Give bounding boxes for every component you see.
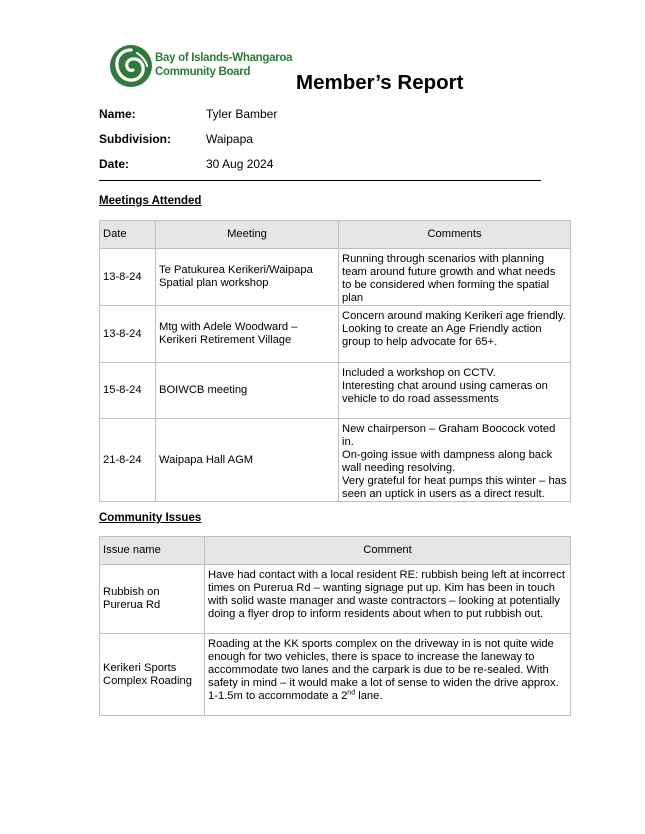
- issue-name: Rubbish on Purerua Rd: [100, 565, 205, 634]
- table-row: [100, 306, 571, 363]
- meeting-date: 13-8-24: [100, 306, 156, 363]
- meetings-heading: Meetings Attended: [99, 195, 202, 207]
- meeting-name: Waipapa Hall AGM: [156, 419, 339, 502]
- board-logo: [109, 44, 293, 90]
- table-row: [100, 363, 571, 419]
- date-value: 30 Aug 2024: [206, 157, 274, 171]
- date-column-header: Date: [100, 221, 156, 249]
- logo-line-2: Community Board: [155, 66, 251, 78]
- comment-text-end: lane.: [355, 690, 383, 702]
- meeting-comments: [339, 249, 571, 306]
- issues-header-row: [100, 537, 571, 565]
- header-divider: [99, 180, 541, 181]
- table-row: [100, 634, 571, 716]
- comment-line: Included a workshop on CCTV.: [342, 367, 496, 379]
- ordinal-suffix: nd: [347, 689, 356, 697]
- issue-comment: [205, 634, 571, 716]
- meeting-comments: [339, 306, 571, 363]
- comment-column-header: Comment: [205, 537, 571, 565]
- issues-heading: Community Issues: [99, 512, 202, 524]
- comment-line: Very grateful for heat pumps this winter – has seen an uptick in users as a direct result.: [342, 475, 567, 500]
- page-title: Member’s Report: [296, 71, 464, 94]
- comment-line: On-going issue with dampness along back wall needing resolving.: [342, 449, 553, 474]
- comment-line: Concern around making Kerikeri age friendly. Looking to create an Age Friendly action group to help advocate for 65+.: [342, 310, 566, 348]
- comments-column-header: Comments: [339, 221, 571, 249]
- name-value: Tyler Bamber: [206, 107, 278, 121]
- issue-name: Kerikeri Sports Complex Roading: [100, 634, 205, 716]
- meeting-date: 15-8-24: [100, 363, 156, 419]
- meeting-name: Te Patukurea Kerikeri/Waipapa Spatial plan workshop: [156, 249, 339, 306]
- comment-line: Running through scenarios with planning team around future growth and what needs to be considered when forming the spatial plan: [342, 253, 556, 304]
- meeting-name: Mtg with Adele Woodward – Kerikeri Retirement Village: [156, 306, 339, 363]
- comment-line: Interesting chat around using cameras on vehicle to do road assessments: [342, 380, 548, 405]
- meeting-date: 13-8-24: [100, 249, 156, 306]
- meetings-header-row: [100, 221, 571, 249]
- issue-comment: Have had contact with a local resident RE: rubbish being left at incorrect times on Purerua Rd – wanting signage put up. Kim has been in touch with solid waste manager and waste contractors – looking at potentially doing a flyer drop to inform residents about when to put rubbish out.: [205, 565, 571, 634]
- table-row: [100, 419, 571, 502]
- comment-line: New chairperson – Graham Boocock voted in.: [342, 423, 556, 448]
- issues-table: [99, 536, 571, 716]
- table-row: [100, 565, 571, 634]
- date-label: Date:: [99, 157, 130, 171]
- issue-name-column-header: Issue name: [100, 537, 205, 565]
- meetings-table: [99, 220, 571, 502]
- comment-text: Roading at the KK sports complex on the driveway in is not quite wide enough for two vehicles, there is space to increase the laneway to accommodate two lanes and the carpark is due to be re-sealed. With safety in mind – it would make a lot of sense to widen the drive approx. 1-1.5m to accommodate a 2: [208, 638, 559, 702]
- logo-line-1: Bay of Islands-Whangaroa: [155, 52, 293, 64]
- meeting-name: BOIWCB meeting: [156, 363, 339, 419]
- subdivision-label: Subdivision:: [99, 132, 171, 146]
- meeting-date: 21-8-24: [100, 419, 156, 502]
- meeting-column-header: Meeting: [156, 221, 339, 249]
- meeting-comments: [339, 363, 571, 419]
- subdivision-value: Waipapa: [206, 132, 253, 146]
- name-label: Name:: [99, 107, 136, 121]
- meeting-comments: [339, 419, 571, 502]
- table-row: [100, 249, 571, 306]
- fern-koru-icon: [109, 44, 153, 88]
